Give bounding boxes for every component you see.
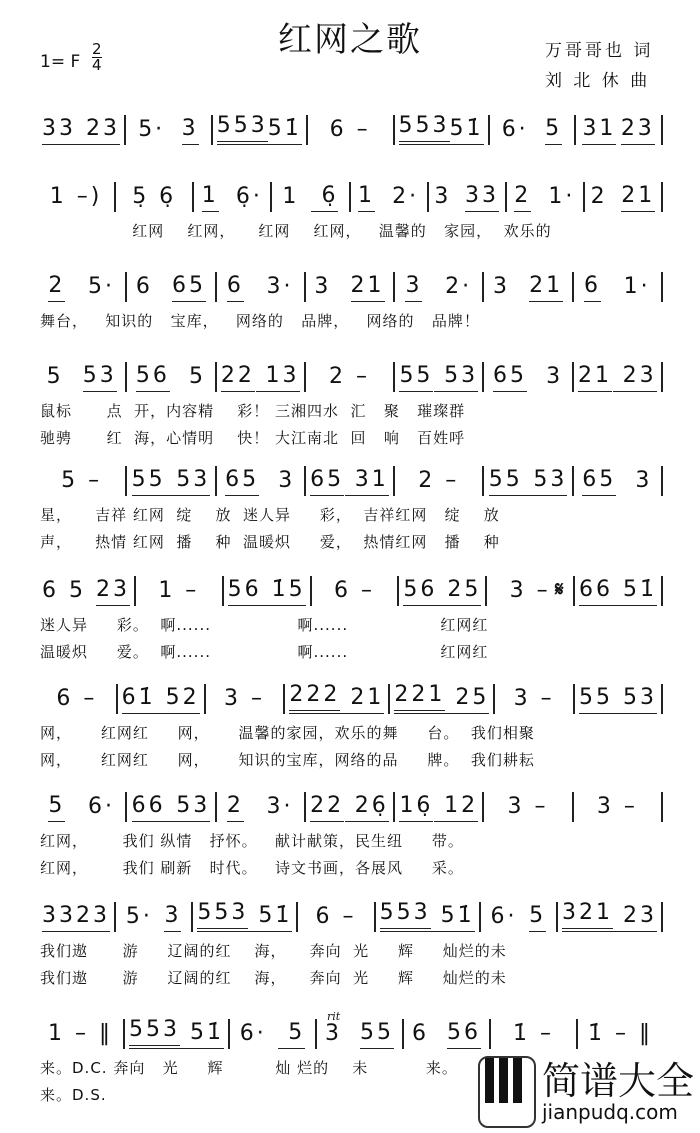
measure — [38, 466, 127, 496]
lyric-line: 来。D.S. — [40, 1086, 107, 1104]
note-group: 3 — [314, 274, 342, 299]
note-group: 53 — [523, 467, 567, 496]
note-group: 25 — [437, 577, 481, 606]
note-group: 23 — [613, 903, 657, 932]
note-group: 21 — [340, 685, 384, 714]
lyric-line: 鼠标 点 开，内容精 彩！ 三湘四水 汇 聚 璀璨群 — [40, 402, 466, 420]
note-group: 1 – — [158, 578, 200, 603]
note-group: 553 — [129, 1017, 180, 1049]
measure — [38, 792, 127, 822]
note-group: 1 — [358, 183, 375, 212]
measure — [127, 466, 216, 496]
note-group: 6 5 — [42, 578, 96, 603]
note-group: 2 — [514, 183, 531, 212]
measure — [38, 1019, 125, 1049]
note-group: 5 — [278, 1020, 305, 1049]
note-group: 23 — [621, 116, 655, 145]
measure — [390, 684, 495, 714]
song-title: 红网之歌 — [278, 20, 422, 60]
measure — [213, 115, 308, 145]
lyric-line: 星， 吉祥 红网 绽 放 迷人异 彩， 吉祥红网 绽 放 — [40, 506, 500, 524]
note-group: 51̇ — [180, 1020, 224, 1049]
note-group: 53 — [83, 363, 117, 392]
note-group: 51̇ — [248, 903, 292, 932]
note-group: 21 — [578, 363, 612, 392]
note-group: 3· — [256, 274, 294, 299]
note-group: 5 — [545, 116, 562, 145]
segno-icon: 𝄋 — [555, 577, 564, 601]
note-group: 3 – — [507, 794, 549, 819]
measure — [578, 1019, 663, 1049]
note-group: 12 — [434, 793, 478, 822]
notation-row — [38, 1017, 663, 1049]
lyric-line: 我们遨 游 辽阔的红 海， 奔向 光 辉 灿烂的未 — [40, 969, 507, 987]
note-group: 5 — [178, 364, 206, 389]
notation-row — [38, 682, 663, 714]
note-group: 66 — [579, 577, 613, 606]
measure — [574, 272, 663, 302]
measure — [38, 115, 126, 145]
measure — [136, 576, 224, 606]
measure — [217, 362, 306, 392]
note-group: 2· — [382, 184, 420, 209]
measure — [306, 466, 395, 496]
note-group: 65 — [493, 363, 527, 392]
notation-row — [38, 270, 663, 302]
lyric-line: 我们遨 游 辽阔的红 海， 奔向 光 辉 灿烂的未 — [40, 942, 507, 960]
note-group: 1 –) — [49, 184, 103, 209]
note-group: 56 — [228, 577, 262, 606]
measure — [230, 1019, 317, 1049]
measure — [351, 182, 429, 212]
note-group: 65 — [310, 467, 344, 496]
lyric-line: 来。D.C. 奔向 光 辉 灿 烂的 未 来。 — [40, 1059, 458, 1077]
note-group: 6̣ — [311, 183, 338, 212]
note-group: 6 – — [333, 578, 375, 603]
meter-top: 2 — [92, 40, 102, 58]
note-group: 13 — [256, 363, 300, 392]
measure — [491, 1019, 578, 1049]
measure — [484, 792, 573, 822]
note-group: 51̇ — [431, 903, 475, 932]
note-group: 1̇5 — [262, 577, 306, 606]
note-group: 33 — [42, 903, 76, 932]
measure — [507, 182, 585, 212]
measure — [38, 902, 116, 932]
note-group: 65 — [172, 273, 206, 302]
note-group: 5· — [125, 904, 153, 929]
note-group: 51̇ — [613, 577, 657, 606]
measure — [558, 902, 663, 932]
measure — [38, 684, 118, 714]
measure — [484, 272, 573, 302]
note-group: 6 — [584, 273, 601, 302]
measure — [317, 1019, 404, 1049]
note-group: 3 — [325, 1021, 352, 1046]
note-group: 61̇ — [122, 685, 156, 714]
note-group: 5 — [48, 793, 65, 822]
note-group: 23 — [76, 903, 110, 932]
measure — [308, 115, 395, 145]
note-group: 26̣ — [345, 793, 389, 822]
note-group: 6 – — [315, 904, 357, 929]
note-group: 1 — [202, 183, 219, 212]
time-signature — [92, 42, 102, 73]
note-group: 53 — [166, 467, 210, 496]
lyric-line: 网， 红网红 网， 温馨的家园，欢乐的舞 台。 我们相聚 — [40, 724, 535, 742]
measure — [399, 576, 487, 606]
notation-row — [38, 790, 663, 822]
note-group: 6̣· — [225, 184, 263, 209]
measure — [38, 272, 127, 302]
note-group: 3 – — [509, 578, 551, 603]
measure — [306, 792, 395, 822]
lyric-line: 红网， 我们 刷新 时代。 诗文书画，各展风 采。 — [40, 859, 464, 877]
note-group: 31 — [345, 467, 389, 496]
measure — [272, 182, 350, 212]
note-group: 21 — [351, 273, 385, 302]
notation-row — [38, 464, 663, 496]
measure — [126, 115, 213, 145]
note-group: 16̣ — [399, 793, 433, 822]
lyric-line: 迷人异 彩。 啊...... 啊...... 红网红 — [40, 616, 489, 634]
measure — [312, 576, 400, 606]
note-group: 23 — [613, 363, 657, 392]
lyric-line: 网， 红网红 网， 知识的宝库，网络的品 牌。 我们耕耘 — [40, 751, 535, 769]
note-group: 2 — [48, 273, 65, 302]
note-group: 1̇ – — [513, 1021, 554, 1046]
ritardando-mark: rit — [327, 1010, 341, 1023]
note-group: 3 — [434, 184, 462, 209]
measure — [217, 272, 306, 302]
note-group: 553 — [380, 900, 431, 932]
measure — [194, 182, 272, 212]
note-group: 1 — [282, 184, 300, 209]
lyric-line: 舞台， 知识的 宝库， 网络的 品牌， 网络的 品牌！ — [40, 312, 480, 330]
note-group: 5 — [529, 903, 546, 932]
note-group: 5 – — [61, 468, 103, 493]
note-group: 3 – — [513, 686, 555, 711]
note-group: 2 — [590, 184, 618, 209]
note-group: 553 — [217, 113, 268, 145]
note-group: 553 — [399, 113, 450, 145]
measure — [395, 115, 490, 145]
note-group: 25 — [445, 685, 489, 714]
note-group: 553 — [197, 900, 248, 932]
measure — [127, 792, 216, 822]
lyric-line: 声， 热情 红网 播 种 温暖炽 爱， 热情红网 播 种 — [40, 533, 500, 551]
note-group: 22 — [221, 363, 255, 392]
note-group: 5· — [138, 117, 166, 142]
lyric-line: 温暖炽 爱。 啊...... 啊...... 红网红 — [40, 643, 489, 661]
note-group: 56 — [447, 1020, 481, 1049]
piano-keys-icon — [478, 1056, 536, 1128]
measure — [585, 182, 663, 212]
watermark-url: jianpudq.com — [542, 1100, 678, 1124]
note-group: 33 — [465, 183, 499, 212]
measure — [487, 576, 575, 606]
measure — [404, 1019, 491, 1049]
note-group: 3 – — [596, 794, 638, 819]
note-group: 6 — [412, 1021, 439, 1046]
note-group: 66 — [132, 793, 166, 822]
measure — [217, 792, 306, 822]
measure — [484, 466, 573, 496]
measure — [116, 902, 193, 932]
measure — [495, 684, 575, 714]
note-group: 33 — [42, 116, 86, 145]
measure — [429, 182, 507, 212]
note-group: 3· — [256, 794, 294, 819]
lyric-line: 红网 红网， 红网 红网， 温馨的 家园， 欢乐的 — [40, 222, 552, 240]
note-group: 53 — [166, 793, 210, 822]
note-group: 21 — [621, 183, 655, 212]
measure — [574, 362, 663, 392]
note-group: 1· — [538, 184, 576, 209]
note-group: 65 — [225, 467, 259, 496]
note-group: 3 — [492, 274, 520, 299]
note-group: 3 — [405, 273, 422, 302]
measure — [574, 792, 663, 822]
measure — [395, 466, 484, 496]
note-group: 65 — [582, 467, 616, 496]
measure — [285, 684, 390, 714]
measure — [125, 1019, 230, 1049]
measure — [481, 902, 558, 932]
measure — [118, 684, 206, 714]
measure — [38, 362, 127, 392]
measure — [38, 182, 116, 212]
note-group: 321 — [562, 900, 613, 932]
note-group: 1̇ – ‖ — [588, 1021, 653, 1046]
composer-credit: 刘 北 休 曲 — [545, 71, 651, 91]
measure — [395, 792, 484, 822]
note-group: 3 – — [224, 686, 265, 711]
measure — [574, 466, 663, 496]
measure — [298, 902, 375, 932]
watermark-brand: 简谱大全 — [542, 1059, 695, 1103]
note-group: 5 — [46, 364, 74, 389]
measure — [224, 576, 312, 606]
note-group: 1 – ‖ — [48, 1021, 113, 1046]
note-group: 56 — [136, 363, 170, 392]
note-group: 53 — [613, 685, 657, 714]
note-group: 3 — [625, 468, 653, 493]
note-group: 3 — [268, 468, 296, 493]
measure — [193, 902, 298, 932]
note-group: 3 — [536, 364, 564, 389]
note-group: 2 – — [328, 364, 370, 389]
notation-row — [38, 180, 663, 212]
note-group: 6· — [77, 794, 115, 819]
note-group: 55 — [132, 467, 166, 496]
note-group: 221 — [394, 682, 445, 714]
measure — [576, 115, 663, 145]
note-group: 6 – — [56, 686, 98, 711]
note-group: 1· — [613, 274, 651, 299]
note-group: 51̇ — [450, 116, 484, 145]
note-group: 5· — [77, 274, 115, 299]
note-group: 55 — [360, 1020, 394, 1049]
lyricist-credit: 万哥哥也 词 — [545, 41, 654, 61]
note-group: 55 — [579, 685, 613, 714]
measure — [395, 362, 484, 392]
note-group: 6 — [135, 274, 163, 299]
measure — [306, 362, 395, 392]
measure — [206, 684, 286, 714]
notation-row — [38, 113, 663, 145]
lyric-line: 驰骋 红 海，心情明 快！ 大江南北 回 响 百姓呼 — [40, 429, 466, 447]
note-group: 21 — [529, 273, 563, 302]
note-group: 6 – — [329, 117, 371, 142]
note-group: 3 — [182, 116, 199, 145]
note-group: 55 — [399, 363, 433, 392]
measure — [575, 684, 663, 714]
measure — [484, 362, 573, 392]
measure — [306, 272, 395, 302]
note-group: 53 — [434, 363, 478, 392]
measure — [38, 576, 136, 606]
note-group: 22 — [310, 793, 344, 822]
note-group: 51̇ — [268, 116, 302, 145]
watermark-logo — [478, 1050, 700, 1133]
note-group: 56 — [403, 577, 437, 606]
note-group: 2 — [227, 793, 244, 822]
note-group: 6 — [227, 273, 244, 302]
notation-row — [38, 360, 663, 392]
lyric-line: 红网， 我们 纵情 抒怀。 献计献策，民生纽 带。 — [40, 832, 464, 850]
measure — [376, 902, 481, 932]
note-group: 23 — [96, 577, 130, 606]
note-group: 2 – — [418, 468, 460, 493]
measure — [116, 182, 194, 212]
measure — [127, 362, 216, 392]
measure — [127, 272, 216, 302]
note-group: 5̣ 6̣ — [132, 184, 177, 209]
note-group: 3 — [164, 903, 181, 932]
note-group: 222 — [289, 682, 340, 714]
note-group: 6· — [501, 117, 529, 142]
notation-row — [38, 574, 663, 606]
note-group: 23 — [86, 116, 120, 145]
measure — [395, 272, 484, 302]
notation-row — [38, 900, 663, 932]
measure — [490, 115, 577, 145]
note-group: 55 — [489, 467, 523, 496]
measure — [217, 466, 306, 496]
note-group: 52 — [156, 685, 200, 714]
note-group: 2· — [435, 274, 473, 299]
note-group: 31 — [582, 116, 616, 145]
note-group: 6· — [490, 904, 518, 929]
key-signature: 1= F — [40, 52, 81, 72]
meter-bottom: 4 — [92, 56, 102, 74]
measure — [575, 576, 663, 606]
note-group: 6· — [239, 1021, 267, 1046]
